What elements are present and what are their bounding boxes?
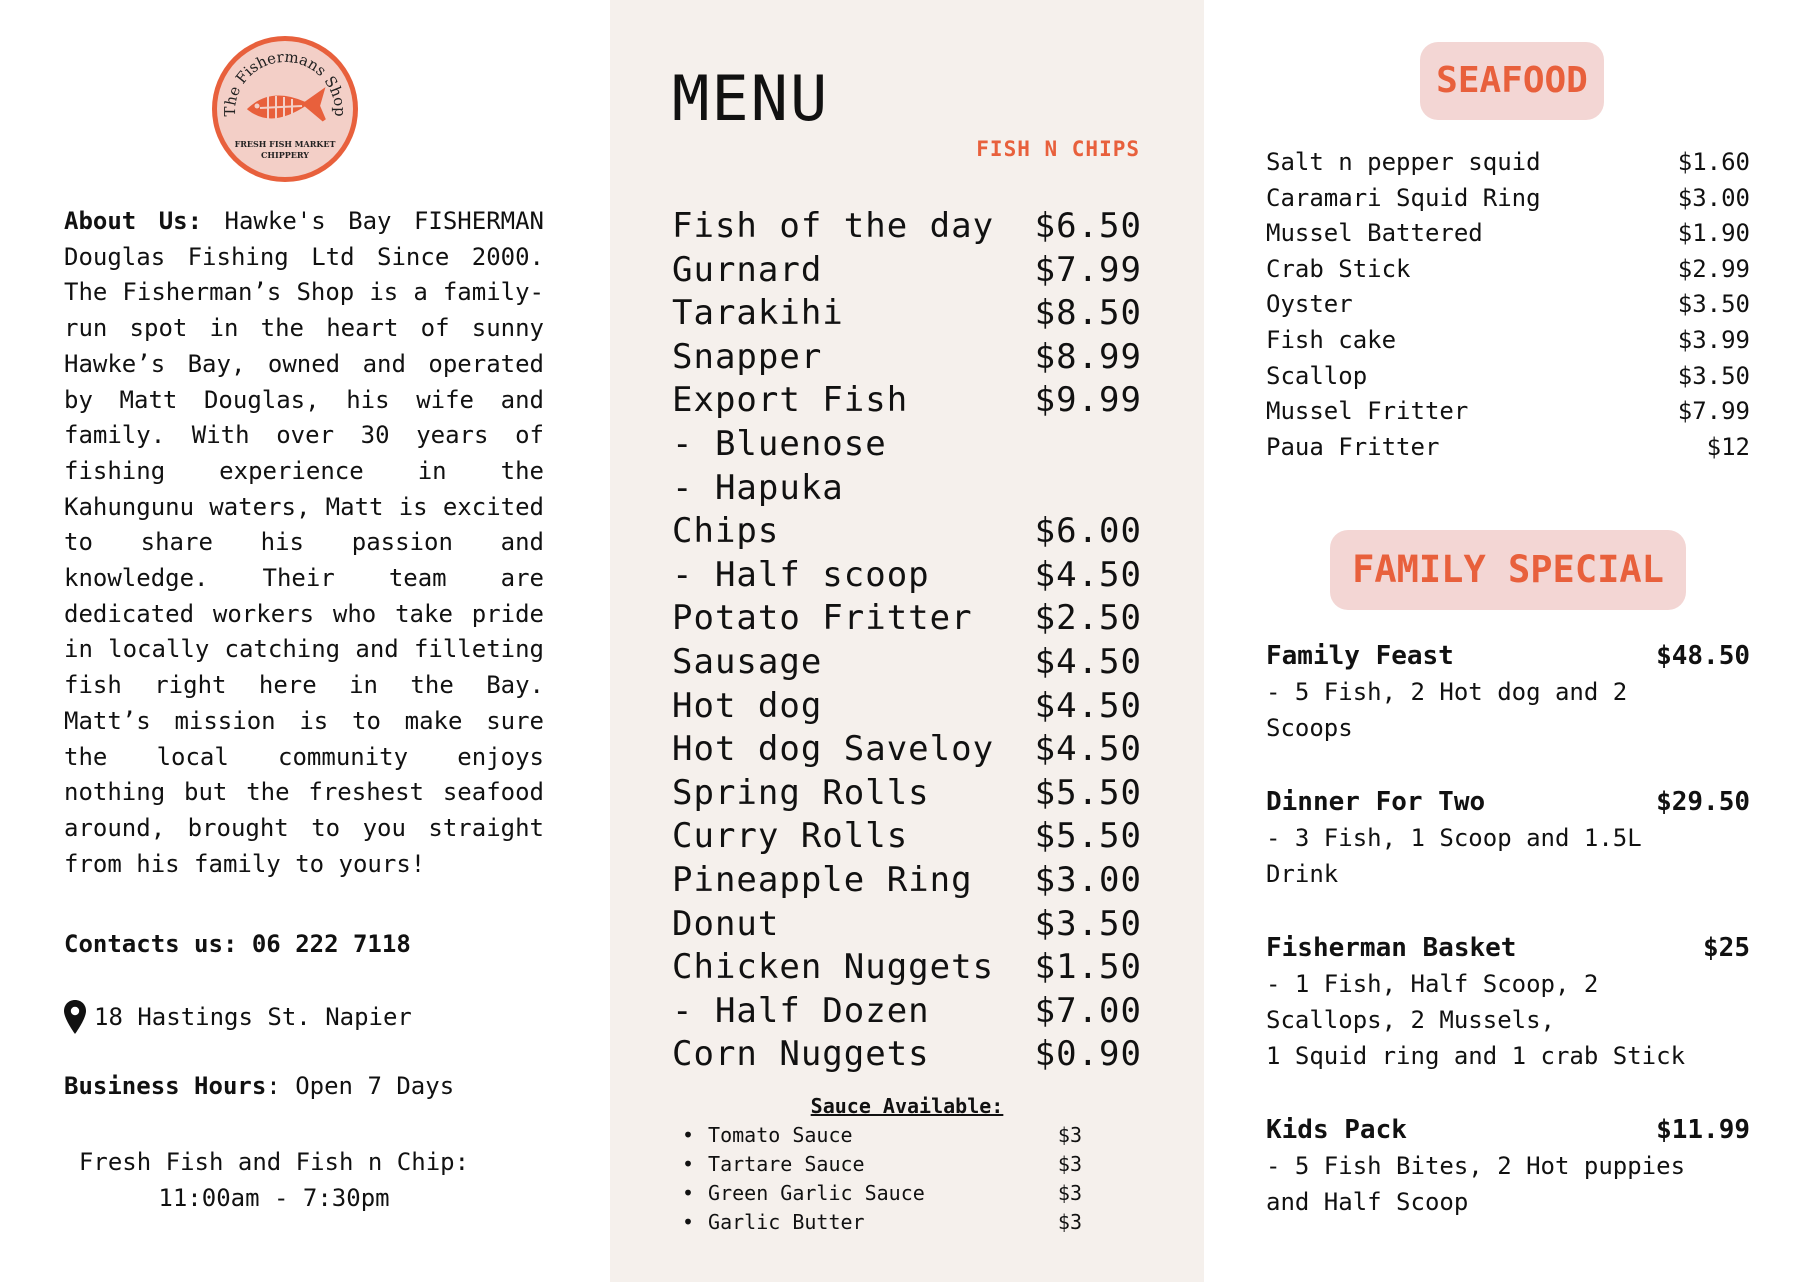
menu-item xyxy=(672,728,1142,772)
seafood-item-price: $3.50 xyxy=(1677,361,1750,390)
menu-item-name: Curry Rolls xyxy=(672,816,909,857)
sauce-title: Sauce Available: xyxy=(810,1094,1004,1118)
menu-list xyxy=(672,205,1142,1077)
seafood-item xyxy=(1266,216,1750,252)
sauce-item-price: $3 xyxy=(1057,1210,1082,1234)
menu-item-price: $5.50 xyxy=(1034,772,1142,813)
about-column xyxy=(0,0,610,1280)
family-deal-price: $11.99 xyxy=(1656,1115,1750,1145)
seafood-heading: SEAFOOD xyxy=(1420,42,1604,120)
menu-item-name: Sausage xyxy=(672,641,823,682)
seafood-item-name: Paua Fritter xyxy=(1266,432,1440,461)
map-pin-icon xyxy=(64,1000,86,1034)
svg-text:CHIPPERY: CHIPPERY xyxy=(261,150,309,160)
menu-item xyxy=(672,205,1142,249)
family-deal-description: Scoops xyxy=(1266,714,1353,742)
menu-item xyxy=(672,859,1142,903)
specials-column xyxy=(1204,0,1809,1280)
sauce-list xyxy=(682,1121,1082,1237)
menu-item-name: - Half Dozen xyxy=(672,990,930,1031)
menu-item xyxy=(672,685,1142,729)
menu-item-price: $1.50 xyxy=(1034,947,1142,988)
menu-item-price: $6.50 xyxy=(1034,206,1142,246)
menu-item-price: $4.50 xyxy=(1034,729,1142,770)
sauce-item xyxy=(682,1208,1082,1237)
sauce-item-name: • Green Garlic Sauce xyxy=(682,1179,925,1208)
seafood-item-price: $3.99 xyxy=(1677,325,1750,354)
sauce-item-name: • Tartare Sauce xyxy=(682,1150,865,1179)
address-text: 18 Hastings St. Napier xyxy=(94,1003,412,1031)
menu-subtitle: FISH N CHIPS xyxy=(976,137,1140,161)
menu-item-name: Gurnard xyxy=(672,249,823,290)
menu-item-price: $2.50 xyxy=(1034,598,1142,639)
opening-times-value: 11:00am - 7:30pm xyxy=(158,1184,390,1212)
menu-item-name: Donut xyxy=(672,903,780,944)
family-deal-description: and Half Scoop xyxy=(1266,1188,1469,1216)
seafood-item-name: Oyster xyxy=(1266,290,1353,319)
menu-item xyxy=(672,772,1142,816)
seafood-item-name: Scallop xyxy=(1266,361,1368,390)
menu-item xyxy=(672,597,1142,641)
menu-item-price: $6.00 xyxy=(1034,511,1142,552)
seafood-item xyxy=(1266,359,1750,395)
about-label: About Us: xyxy=(64,207,203,235)
menu-item-price: $4.50 xyxy=(1034,641,1142,682)
opening-times-label: Fresh Fish and Fish n Chip: xyxy=(78,1148,470,1176)
family-deal-description: - 5 Fish Bites, 2 Hot puppies xyxy=(1266,1152,1686,1180)
menu-item xyxy=(672,292,1142,336)
menu-item-price: $5.50 xyxy=(1034,816,1142,857)
family-deal xyxy=(1266,638,1750,746)
family-deal-header xyxy=(1266,638,1750,674)
seafood-item xyxy=(1266,252,1750,288)
family-deal-description: 1 Squid ring and 1 crab Stick xyxy=(1266,1042,1686,1070)
seafood-item xyxy=(1266,394,1750,430)
menu-item-price: $8.50 xyxy=(1034,293,1142,334)
menu-item xyxy=(672,903,1142,947)
menu-item xyxy=(672,641,1142,685)
menu-item-price: $3.00 xyxy=(1034,859,1142,900)
menu-item-name: - Bluenose xyxy=(672,423,887,464)
family-deal-description: - 1 Fish, Half Scoop, 2 xyxy=(1266,970,1599,998)
menu-item-name: Corn Nuggets xyxy=(672,1034,930,1075)
sauce-item-name: • Tomato Sauce xyxy=(682,1121,853,1150)
seafood-item-name: Mussel Battered xyxy=(1266,219,1483,248)
opening-times xyxy=(64,1144,484,1216)
menu-item-name: Spring Rolls xyxy=(672,772,930,813)
hours-value: : Open 7 Days xyxy=(266,1072,455,1100)
menu-item xyxy=(672,990,1142,1034)
seafood-item-name: Salt n pepper squid xyxy=(1266,148,1541,176)
hours-label: Business Hours xyxy=(64,1072,267,1100)
menu-item xyxy=(672,554,1142,598)
seafood-item xyxy=(1266,430,1750,466)
sauce-item-price: $3 xyxy=(1057,1123,1082,1147)
family-deal-description: - 3 Fish, 1 Scoop and 1.5L xyxy=(1266,824,1642,852)
menu-item xyxy=(672,249,1142,293)
family-deal-name: Kids Pack xyxy=(1266,1115,1407,1145)
seafood-list xyxy=(1266,145,1750,465)
svg-text:The Fishermans Shop: The Fishermans Shop xyxy=(220,47,350,117)
menu-item xyxy=(672,510,1142,554)
menu-item-name: Tarakihi xyxy=(672,293,844,334)
seafood-item-price: $3.50 xyxy=(1677,290,1750,319)
family-deal-name: Family Feast xyxy=(1266,641,1454,671)
family-deal-header xyxy=(1266,784,1750,820)
sauce-item-name: • Garlic Butter xyxy=(682,1208,865,1237)
seafood-item-price: $2.99 xyxy=(1677,254,1750,283)
seafood-item-name: Mussel Fritter xyxy=(1266,397,1469,426)
menu-item-price: $7.00 xyxy=(1034,990,1142,1031)
sauce-item-price: $3 xyxy=(1057,1152,1082,1176)
family-deal-description: - 5 Fish, 2 Hot dog and 2 xyxy=(1266,678,1628,706)
menu-item-price: $0.90 xyxy=(1034,1034,1142,1075)
seafood-item xyxy=(1266,323,1750,359)
menu-item xyxy=(672,379,1142,423)
address xyxy=(64,1000,412,1034)
menu-item-name: Export Fish xyxy=(672,380,909,421)
menu-item xyxy=(672,1033,1142,1077)
family-deal xyxy=(1266,930,1750,1074)
business-hours xyxy=(64,1072,454,1100)
family-deal xyxy=(1266,784,1750,892)
fishermans-shop-logo xyxy=(210,34,360,184)
about-body: Hawke's Bay FISHERMAN Douglas Fishing Ltd Since 2000. The Fisherman’s Shop is a family-run spot in the heart of sunny Hawke’s Bay, owned and operated by Matt Douglas, his wife and family. With over 30 years of fishing experience in the Kahungunu waters, Matt is excited to share his passion and knowledge. Their team are dedicated workers who take pride in locally catching and filleting fish right here in the Bay. Matt’s mission is to make sure the local community enjoys nothing but the freshest seafood around, brought to you straight from his family to yours! xyxy=(64,207,544,878)
family-deal-name: Dinner For Two xyxy=(1266,787,1486,817)
menu-title: MENU xyxy=(672,62,830,135)
menu-item-name: Snapper xyxy=(672,336,823,377)
about-text xyxy=(64,204,544,882)
seafood-item-name: Crab Stick xyxy=(1266,254,1411,283)
menu-item-name: Fish of the day xyxy=(672,206,995,246)
menu-item-name: Potato Fritter xyxy=(672,598,973,639)
menu-item-price: $4.50 xyxy=(1034,685,1142,726)
sauce-item xyxy=(682,1179,1082,1208)
sauce-item-price: $3 xyxy=(1057,1181,1082,1205)
family-deal-name: Fisherman Basket xyxy=(1266,933,1517,963)
menu-item-price: $9.99 xyxy=(1034,380,1142,421)
menu-item-name: Chicken Nuggets xyxy=(672,947,995,988)
menu-item-name: Chips xyxy=(672,511,780,552)
seafood-item-price: $1.60 xyxy=(1677,148,1750,176)
family-deal-description: Scallops, 2 Mussels, xyxy=(1266,1006,1555,1034)
menu-item-name: Hot dog xyxy=(672,685,823,726)
family-deal-price: $25 xyxy=(1703,933,1750,963)
menu-item-name: Pineapple Ring xyxy=(672,859,973,900)
seafood-item-price: $3.00 xyxy=(1677,183,1750,212)
seafood-item-name: Caramari Squid Ring xyxy=(1266,183,1541,212)
family-special-heading: FAMILY SPECIAL xyxy=(1330,530,1686,610)
seafood-item-price: $7.99 xyxy=(1677,397,1750,426)
family-deal-price: $29.50 xyxy=(1656,787,1750,817)
sauce-item xyxy=(682,1150,1082,1179)
menu-item xyxy=(672,815,1142,859)
seafood-item xyxy=(1266,287,1750,323)
menu-item xyxy=(672,946,1142,990)
menu-item-name: Hot dog Saveloy xyxy=(672,729,995,770)
family-deal-description: Drink xyxy=(1266,860,1339,888)
menu-item-price: $7.99 xyxy=(1034,249,1142,290)
family-deal-header xyxy=(1266,1112,1750,1148)
menu-item xyxy=(672,467,1142,511)
seafood-item-price: $12 xyxy=(1706,432,1750,461)
family-deal xyxy=(1266,1112,1750,1220)
family-deal-header xyxy=(1266,930,1750,966)
contact-phone[interactable]: Contacts us: 06 222 7118 xyxy=(64,930,411,958)
seafood-item xyxy=(1266,181,1750,217)
seafood-item-name: Fish cake xyxy=(1266,325,1397,354)
seafood-item xyxy=(1266,145,1750,181)
menu-column xyxy=(610,0,1204,1282)
seafood-item-price: $1.90 xyxy=(1677,219,1750,248)
svg-text:FRESH FISH MARKET: FRESH FISH MARKET xyxy=(234,139,336,149)
menu-item xyxy=(672,336,1142,380)
family-deal-price: $48.50 xyxy=(1656,641,1750,671)
menu-item xyxy=(672,423,1142,467)
menu-item-name: - Hapuka xyxy=(672,467,844,508)
menu-item-price: $8.99 xyxy=(1034,336,1142,377)
menu-item-price: $4.50 xyxy=(1034,554,1142,595)
menu-item-name: - Half scoop xyxy=(672,554,930,595)
menu-item-price: $3.50 xyxy=(1034,903,1142,944)
sauce-item xyxy=(682,1121,1082,1150)
